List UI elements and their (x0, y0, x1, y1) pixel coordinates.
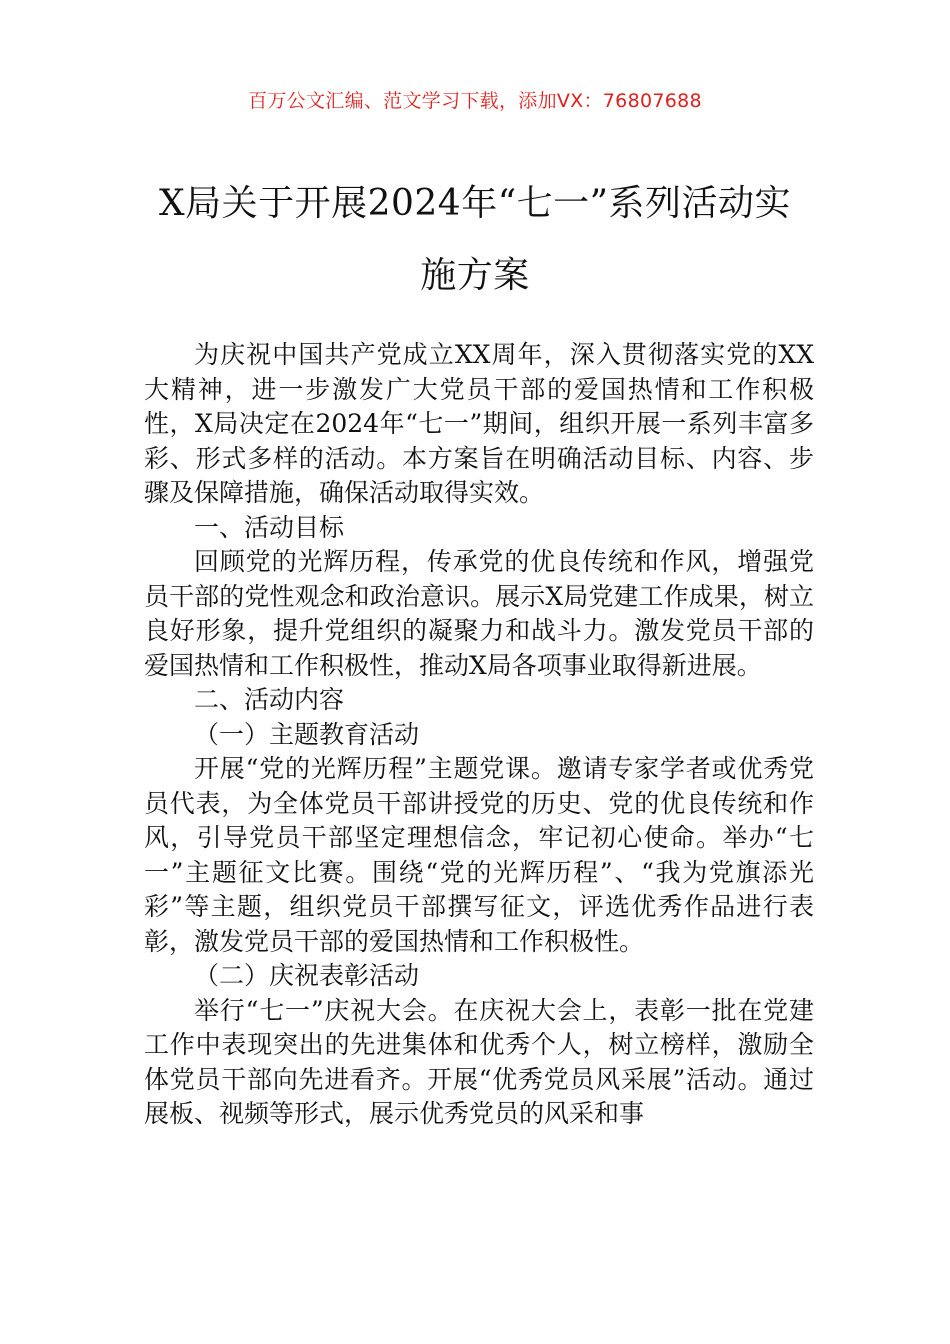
document-title (110, 168, 840, 312)
subsection-heading-celebration: （二）庆祝表彰活动 (194, 961, 420, 990)
goals-paragraph: 回顾党的光辉历程，传承党的优良传统和作风，增强党员干部的党性观念和政治意识。展示X局党建工作成果，树立良好形象，提升党组织的凝聚力和战斗力。激发党员干部的爱国热情和工作积极性，推动X局各项事业取得新进展。 (144, 547, 814, 680)
intro-paragraph: 为庆祝中国共产党成立XX周年，深入贯彻落实党的XX大精神，进一步激发广大党员干部的爱国热情和工作积极性，X局决定在2024年“七一”期间，组织开展一系列丰富多彩、形式多样的活动。本方案旨在明确活动目标、内容、步骤及保障措施，确保活动取得实效。 (144, 340, 814, 507)
title-line-2: 施方案 (420, 255, 530, 296)
title-line-1: X局关于开展2024年“七一”系列活动实 (158, 183, 792, 224)
header-note: 百万公文汇编、范文学习下载，添加VX：76807688 (248, 90, 702, 112)
document-body (144, 338, 814, 1132)
education-paragraph: 开展“党的光辉历程”主题党课。邀请专家学者或优秀党员代表，为全体党员干部讲授党的历史、党的优良传统和作风，引导党员干部坚定理想信念，牢记初心使命。举办“七一”主题征文比赛。围绕“党的光辉历程”、“我为党旗添光彩”等主题，组织党员干部撰写征文，评选优秀作品进行表彰，激发党员干部的爱国热情和工作积极性。 (144, 754, 814, 956)
celebration-paragraph: 举行“七一”庆祝大会。在庆祝大会上，表彰一批在党建工作中表现突出的先进集体和优秀个人，树立榜样，激励全体党员干部向先进看齐。开展“优秀党员风采展”活动。通过展板、视频等形式，展示优秀党员的风采和事 (144, 995, 814, 1128)
subsection-heading-education: （一）主题教育活动 (194, 719, 420, 749)
section-heading-content: 二、活动内容 (194, 685, 345, 714)
section-heading-goals: 一、活动目标 (194, 512, 345, 542)
